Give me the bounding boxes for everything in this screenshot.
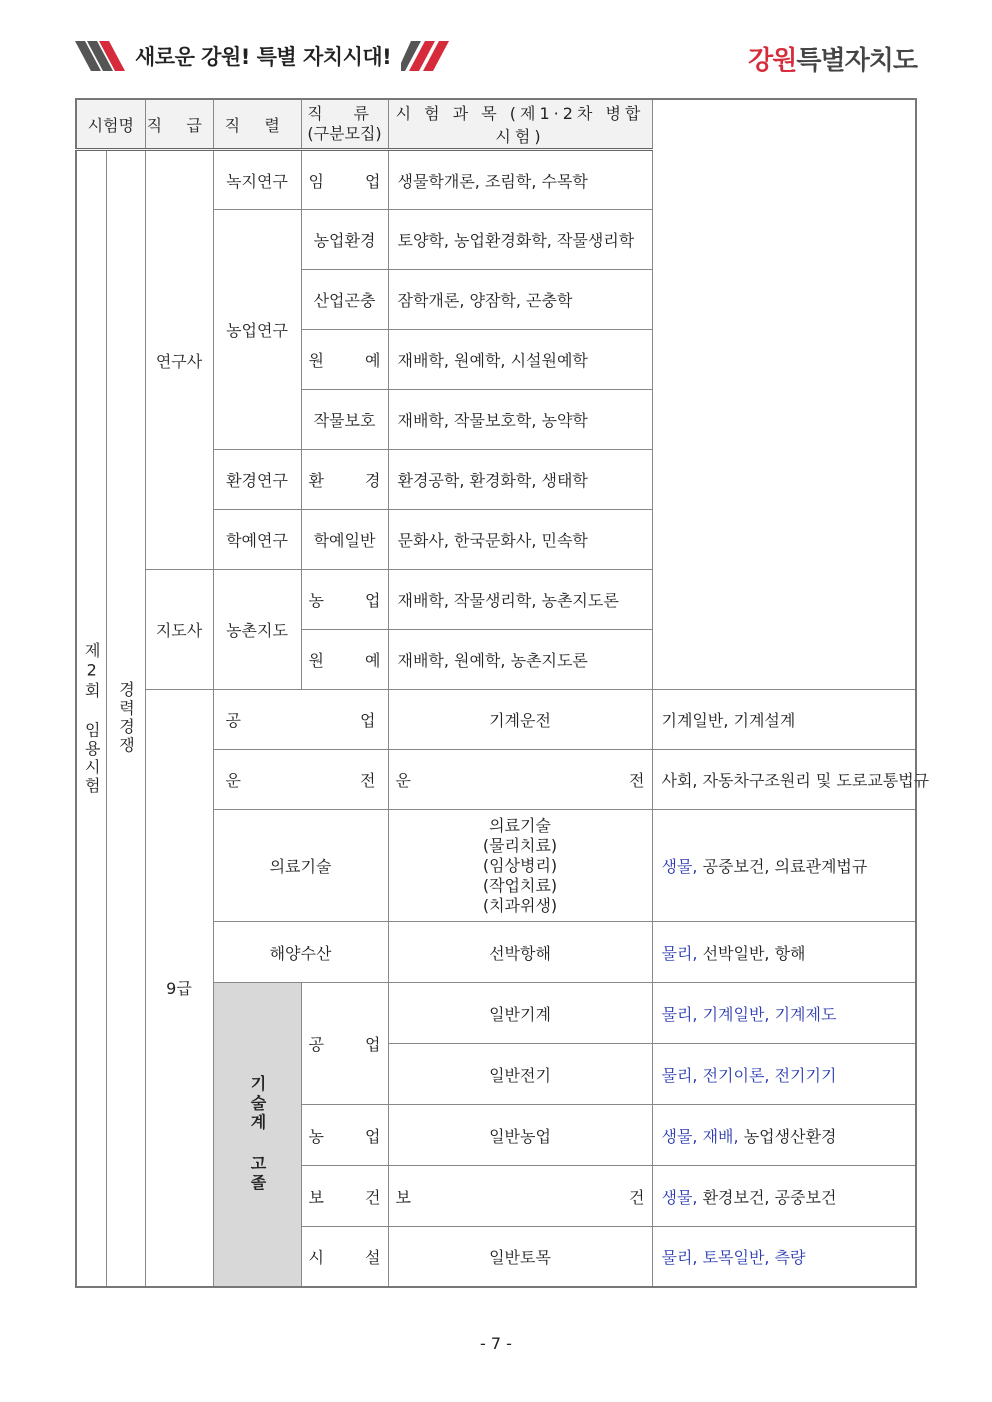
series-cell: 농업연구 [213, 210, 301, 450]
class-cell: 임 업 [301, 150, 388, 210]
class-cell: 운 전 [388, 750, 652, 810]
class-cell: 일반토목 [388, 1227, 652, 1287]
series-cell: 공 업 [301, 983, 388, 1105]
subjects-cell: 물리, 기계일반, 기계제도 [652, 983, 916, 1044]
grade-cell: 9급 [145, 690, 213, 1287]
table-row [76, 150, 916, 210]
class-cell: 선박항해 [388, 922, 652, 983]
class-cell: 의료기술 (물리치료) (임상병리) (작업치료) (치과위생) [388, 810, 652, 922]
class-cell: 일반농업 [388, 1105, 652, 1166]
subjects-cell: 생물학개론, 조림학, 수목학 [388, 150, 652, 210]
series-cell: 운 전 [213, 750, 388, 810]
class-cell: 원 예 [301, 630, 388, 690]
subjects-cell: 기계일반, 기계설계 [652, 690, 916, 750]
slogan-text: 새로운 강원! 특별 자치시대! [135, 45, 392, 69]
grade-cell: 연구사 [145, 150, 213, 570]
subjects-cell: 재배학, 작물생리학, 농촌지도론 [388, 570, 652, 630]
subjects-cell: 생물, 환경보건, 공중보건 [652, 1166, 916, 1227]
subjects-cell: 생물, 재배, 농업생산환경 [652, 1105, 916, 1166]
class-cell: 농업환경 [301, 210, 388, 270]
class-cell: 일반전기 [388, 1044, 652, 1105]
page-header [75, 38, 917, 74]
series-cell: 해양수산 [213, 922, 388, 983]
series-cell: 농촌지도 [213, 570, 301, 690]
header-grade: 직 급 [145, 99, 213, 150]
class-cell: 일반기계 [388, 983, 652, 1044]
subjects-cell: 문화사, 한국문화사, 민속학 [388, 510, 652, 570]
header-exam-name: 시험명 [76, 99, 145, 150]
series-cell: 환경연구 [213, 450, 301, 510]
group-cell: 기술계 고졸 [213, 983, 301, 1287]
series-cell: 공 업 [213, 690, 388, 750]
slash-emblem-left-icon [75, 41, 125, 71]
table-row [76, 690, 916, 750]
subjects-cell: 환경공학, 환경화학, 생태학 [388, 450, 652, 510]
class-cell: 원 예 [301, 330, 388, 390]
series-cell: 학예연구 [213, 510, 301, 570]
class-cell: 보 건 [388, 1166, 652, 1227]
class-cell: 작물보호 [301, 390, 388, 450]
series-cell: 의료기술 [213, 810, 388, 922]
subjects-cell: 재배학, 작물보호학, 농약학 [388, 390, 652, 450]
subjects-cell: 물리, 선박일반, 항해 [652, 922, 916, 983]
header-series: 직 렬 [213, 99, 301, 150]
subjects-cell: 재배학, 원예학, 농촌지도론 [388, 630, 652, 690]
class-cell: 환 경 [301, 450, 388, 510]
class-cell: 학예일반 [301, 510, 388, 570]
table-header-row [76, 99, 916, 150]
brand-logo: 강원특별자치도 [748, 46, 917, 76]
series-cell: 보 건 [301, 1166, 388, 1227]
exam-type-cell: 경력경쟁 [106, 150, 145, 1287]
exam-name-cell: 제2회 임용시험 [76, 150, 106, 1287]
slash-emblem-right-icon [401, 41, 449, 71]
series-cell: 시 설 [301, 1227, 388, 1287]
subjects-cell: 물리, 전기이론, 전기기기 [652, 1044, 916, 1105]
header-class: 직 류 (구분모집) [301, 99, 388, 150]
subjects-cell: 재배학, 원예학, 시설원예학 [388, 330, 652, 390]
table-row [76, 570, 916, 630]
exam-subjects-table [75, 98, 930, 1288]
series-cell: 녹지연구 [213, 150, 301, 210]
subjects-cell: 사회, 자동차구조원리 및 도로교통법규 [652, 750, 916, 810]
grade-cell: 지도사 [145, 570, 213, 690]
class-cell: 산업곤충 [301, 270, 388, 330]
class-cell: 기계운전 [388, 690, 652, 750]
subjects-cell: 물리, 토목일반, 측량 [652, 1227, 916, 1287]
class-cell: 농 업 [301, 570, 388, 630]
subjects-cell: 생물, 공중보건, 의료관계법규 [652, 810, 916, 922]
series-cell: 농 업 [301, 1105, 388, 1166]
header-subjects: 시 험 과 목 (제1·2차 병합시험) [388, 99, 652, 150]
page-number: - 7 - [480, 1334, 512, 1353]
subjects-cell: 잠학개론, 양잠학, 곤충학 [388, 270, 652, 330]
slogan [75, 38, 449, 74]
subjects-cell: 토양학, 농업환경화학, 작물생리학 [388, 210, 652, 270]
